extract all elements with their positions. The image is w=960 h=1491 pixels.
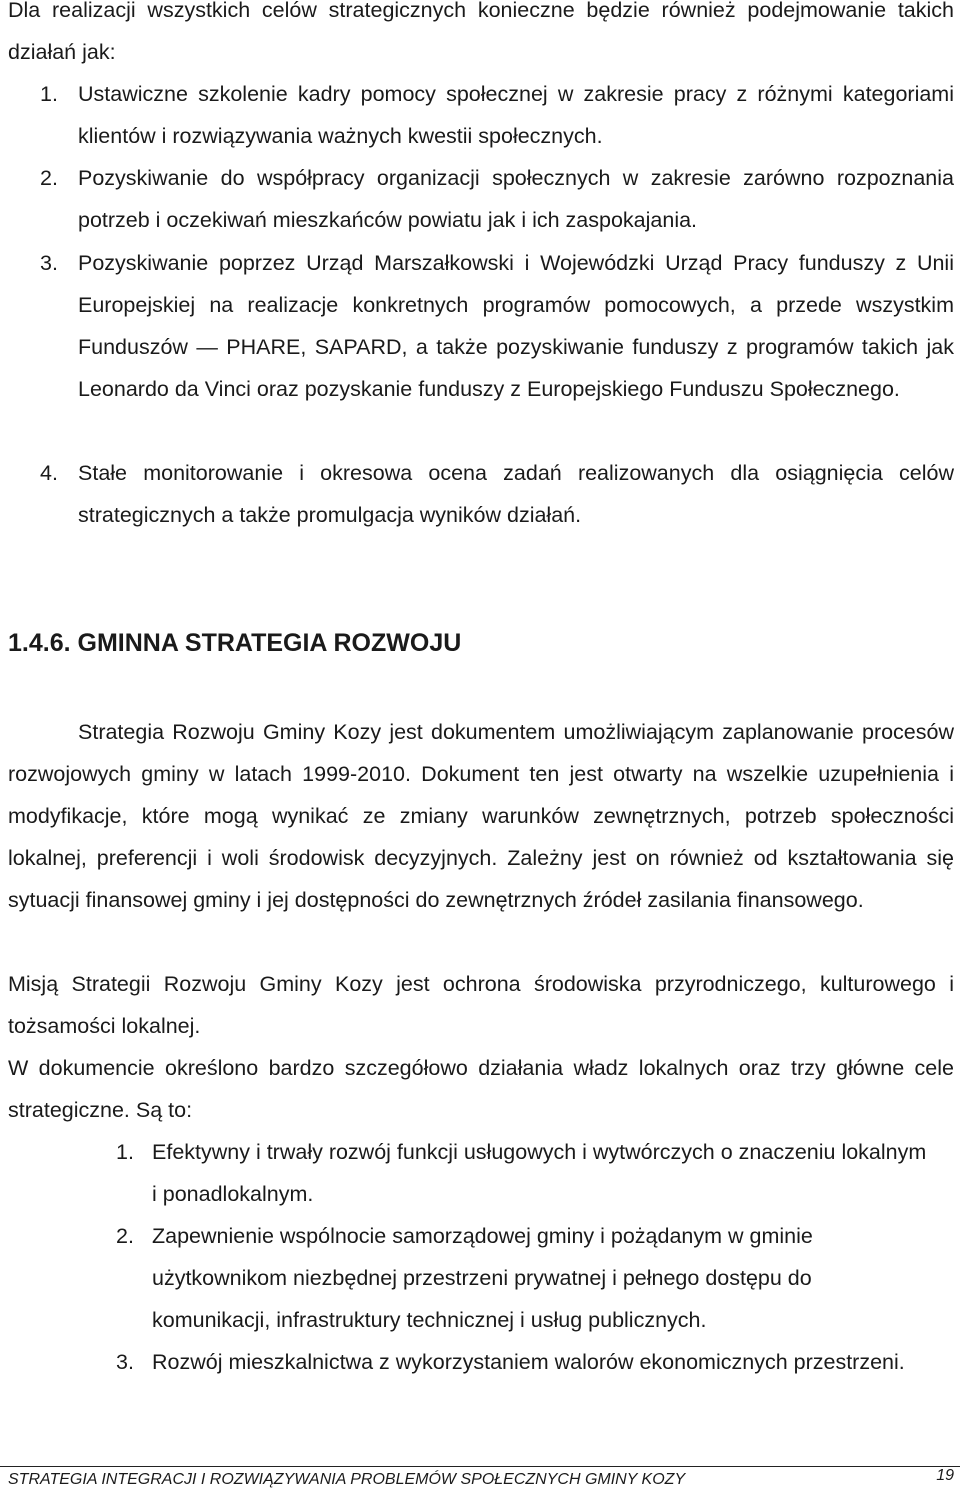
list-number: 4. <box>40 461 58 485</box>
section-paragraph-2: Misją Strategii Rozwoju Gminy Kozy jest ochrona środowiska przyrodniczego, kulturowego i tożsamości lokalnej. <box>8 972 954 1038</box>
goal-item-2 <box>116 1215 932 1341</box>
section-paragraph-3: W dokumencie określono bardzo szczegółowo działania władz lokalnych oraz trzy główne cele strategiczne. Są to: <box>8 1056 954 1122</box>
list-number: 3. <box>116 1350 134 1374</box>
action-item-2 <box>40 157 954 241</box>
list-text: Zapewnienie wspólnocie samorządowej gminy i pożądanym w gminie użytkownikom niezbędnej przestrzeni prywatnej i pełnego dostępu do komunikacji, infrastruktury technicznej i usług publicznych. <box>152 1224 813 1332</box>
footer-title: STRATEGIA INTEGRACJI I ROZWIĄZYWANIA PROBLEMÓW SPOŁECZNYCH GMINY KOZY <box>8 1471 686 1488</box>
list-text: Pozyskiwanie poprzez Urząd Marszałkowski i Wojewódzki Urząd Pracy funduszy z Unii Europejskiej na realizacje konkretnych programów pomocowych, a przede wszystkim Funduszów — PHARE, SAPARD, a także pozyskiwanie funduszy z programów takich jak Leonardo da Vinci oraz pozyskanie funduszy z Europejskiego Funduszu Społecznego. <box>78 251 954 401</box>
page-number: 19 <box>936 1467 954 1484</box>
action-item-1 <box>40 73 954 157</box>
action-item-3 <box>40 242 954 410</box>
footer-divider <box>0 1466 960 1467</box>
action-item-4 <box>40 452 954 536</box>
list-number: 1. <box>40 82 58 106</box>
list-number: 2. <box>116 1224 134 1248</box>
section-paragraph-1: Strategia Rozwoju Gminy Kozy jest dokumentem umożliwiającym zaplanowanie procesów rozwojowych gminy w latach 1999-2010. Dokument ten jest otwarty na wszelkie uzupełnienia i modyfikacje, które mogą wynikać ze zmiany warunków zewnętrznych, potrzeb społeczności lokalnej, preferencji i woli środowisk decyzyjnych. Zależny jest on również od kształtowania się sytuacji finansowej gminy i jej dostępności do zewnętrznych źródeł zasilania finansowego. <box>8 720 954 912</box>
goal-item-1 <box>116 1131 932 1215</box>
list-text: Ustawiczne szkolenie kadry pomocy społecznej w zakresie pracy z różnymi kategoriami klientów i rozwiązywania ważnych kwestii społecznych. <box>78 82 954 148</box>
list-number: 3. <box>40 251 58 275</box>
goal-item-3 <box>116 1341 932 1383</box>
list-text: Rozwój mieszkalnictwa z wykorzystaniem walorów ekonomicznych przestrzeni. <box>152 1350 905 1374</box>
list-number: 1. <box>116 1140 134 1164</box>
intro-paragraph: Dla realizacji wszystkich celów strategicznych konieczne będzie również podejmowanie takich działań jak: <box>8 0 954 64</box>
list-text: Stałe monitorowanie i okresowa ocena zadań realizowanych dla osiągnięcia celów strategicznych a także promulgacja wyników działań. <box>78 461 954 527</box>
section-heading: 1.4.6. GMINNA STRATEGIA ROZWOJU <box>8 629 462 657</box>
list-text: Efektywny i trwały rozwój funkcji usługowych i wytwórczych o znaczeniu lokalnym i ponadlokalnym. <box>152 1140 927 1206</box>
list-number: 2. <box>40 166 58 190</box>
list-text: Pozyskiwanie do współpracy organizacji społecznych w zakresie zarówno rozpoznania potrzeb i oczekiwań mieszkańców powiatu jak i ich zaspokajania. <box>78 166 954 232</box>
